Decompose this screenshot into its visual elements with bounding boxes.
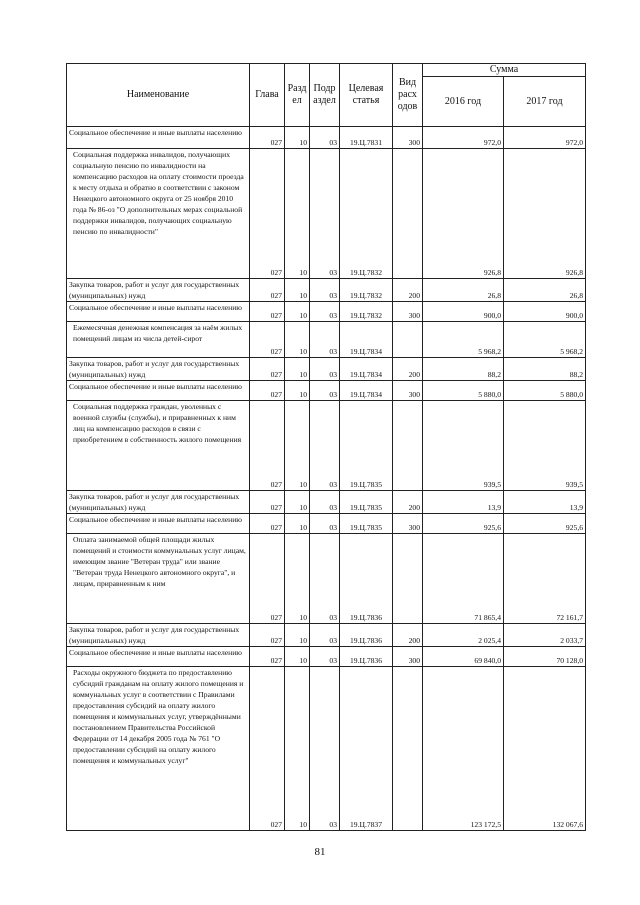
name-cell <box>67 624 250 647</box>
podrazdel-cell: 03 <box>310 358 340 381</box>
vid-cell <box>393 322 423 358</box>
table-row <box>67 279 586 302</box>
razdel-cell: 10 <box>285 302 310 322</box>
target-cell: 19.Ц.7836 <box>340 647 393 667</box>
vid-cell: 200 <box>393 624 423 647</box>
sum-2017-cell: 972,0 <box>504 127 586 149</box>
name-cell <box>67 491 250 514</box>
razdel-cell: 10 <box>285 401 310 491</box>
razdel-cell: 10 <box>285 667 310 831</box>
name-cell <box>67 149 250 279</box>
podrazdel-cell: 03 <box>310 381 340 401</box>
razdel-cell: 10 <box>285 149 310 279</box>
header-summa: Сумма <box>423 64 586 77</box>
table-row <box>67 149 586 279</box>
glava-cell: 027 <box>250 279 285 302</box>
sum-2016-cell: 900,0 <box>423 302 504 322</box>
podrazdel-cell: 03 <box>310 401 340 491</box>
vid-cell: 300 <box>393 302 423 322</box>
row-name-text: Социальное обеспечение и иные выплаты населению <box>69 303 242 312</box>
table-body <box>67 127 586 831</box>
razdel-cell: 10 <box>285 381 310 401</box>
glava-cell: 027 <box>250 381 285 401</box>
target-cell: 19.Ц.7832 <box>340 279 393 302</box>
table-row <box>67 514 586 534</box>
sum-2016-cell: 123 172,5 <box>423 667 504 831</box>
sum-2017-cell: 26,8 <box>504 279 586 302</box>
sum-2017-cell: 72 161,7 <box>504 534 586 624</box>
glava-cell: 027 <box>250 322 285 358</box>
vid-cell <box>393 401 423 491</box>
razdel-cell: 10 <box>285 127 310 149</box>
row-name-text: Закупка товаров, работ и услуг для государственных (муниципальных) нужд <box>69 492 240 512</box>
target-cell: 19.Ц.7832 <box>340 302 393 322</box>
podrazdel-cell: 03 <box>310 322 340 358</box>
vid-cell: 300 <box>393 127 423 149</box>
header-podrazdel: Подр аздел <box>310 64 340 127</box>
sum-2017-cell: 88,2 <box>504 358 586 381</box>
table-row <box>67 491 586 514</box>
sum-2016-cell: 5 968,2 <box>423 322 504 358</box>
table-row <box>67 401 586 491</box>
glava-cell: 027 <box>250 127 285 149</box>
sum-2016-cell: 926,8 <box>423 149 504 279</box>
vid-cell: 300 <box>393 381 423 401</box>
glava-cell: 027 <box>250 534 285 624</box>
vid-cell <box>393 667 423 831</box>
sum-2016-cell: 939,5 <box>423 401 504 491</box>
name-cell <box>67 279 250 302</box>
target-cell: 19.Ц.7836 <box>340 534 393 624</box>
sum-2016-cell: 972,0 <box>423 127 504 149</box>
glava-cell: 027 <box>250 667 285 831</box>
row-name-text: Социальное обеспечение и иные выплаты населению <box>69 382 242 391</box>
row-name-text: Расходы окружного бюджета по предоставлению субсидий гражданам на оплату жилого помещения и коммунальных услуг в соответствии с Правилами предоставления субсидий на оплату жилого помещения и коммунальных услуг, утверждёнными постановлением Правительства Российской Федерации от 14 декабря 2005 года № 761 "О предоставлении субсидий на оплату жилого помещения и коммунальных услуг" <box>73 668 244 765</box>
glava-cell: 027 <box>250 514 285 534</box>
sum-2017-cell: 900,0 <box>504 302 586 322</box>
target-cell: 19.Ц.7832 <box>340 149 393 279</box>
table-row <box>67 534 586 624</box>
name-cell <box>67 534 250 624</box>
sum-2016-cell: 26,8 <box>423 279 504 302</box>
header-razdel: Разд ел <box>285 64 310 127</box>
glava-cell: 027 <box>250 302 285 322</box>
razdel-cell: 10 <box>285 624 310 647</box>
razdel-cell: 10 <box>285 647 310 667</box>
name-cell <box>67 401 250 491</box>
table-row <box>67 624 586 647</box>
podrazdel-cell: 03 <box>310 491 340 514</box>
target-cell: 19.Ц.7837 <box>340 667 393 831</box>
target-cell: 19.Ц.7835 <box>340 401 393 491</box>
row-name-text: Закупка товаров, работ и услуг для государственных (муниципальных) нужд <box>69 280 240 300</box>
razdel-cell: 10 <box>285 358 310 381</box>
razdel-cell: 10 <box>285 491 310 514</box>
row-name-text: Социальное обеспечение и иные выплаты населению <box>69 648 242 657</box>
vid-cell <box>393 534 423 624</box>
podrazdel-cell: 03 <box>310 534 340 624</box>
sum-2016-cell: 13,9 <box>423 491 504 514</box>
razdel-cell: 10 <box>285 279 310 302</box>
vid-cell: 300 <box>393 647 423 667</box>
page-number: 81 <box>314 846 326 858</box>
glava-cell: 027 <box>250 647 285 667</box>
podrazdel-cell: 03 <box>310 149 340 279</box>
row-name-text: Социальная поддержка граждан, уволенных с военной службы (службы), и приравненных к ним лиц на компенсацию расходов в связи с приобретением в собственность жилого помещения <box>73 402 242 444</box>
podrazdel-cell: 03 <box>310 127 340 149</box>
podrazdel-cell: 03 <box>310 647 340 667</box>
target-cell: 19.Ц.7836 <box>340 624 393 647</box>
row-name-text: Социальное обеспечение и иные выплаты населению <box>69 515 242 524</box>
target-cell: 19.Ц.7834 <box>340 322 393 358</box>
budget-table <box>66 63 586 831</box>
header-glava: Глава <box>250 64 285 127</box>
header-2017: 2017 год <box>504 77 586 127</box>
sum-2017-cell: 939,5 <box>504 401 586 491</box>
name-cell <box>67 302 250 322</box>
sum-2017-cell: 132 067,6 <box>504 667 586 831</box>
table-row <box>67 667 586 831</box>
row-name-text: Оплата занимаемой общей площади жилых помещений и стоимости коммунальных услуг лицам, имеющим звание "Ветеран труда" или звание "Ветеран труда Ненецкого автономного округа", и лицам, приравненным к ним <box>73 535 246 588</box>
podrazdel-cell: 03 <box>310 302 340 322</box>
razdel-cell: 10 <box>285 514 310 534</box>
sum-2017-cell: 2 033,7 <box>504 624 586 647</box>
row-name-text: Ежемесячная денежная компенсация за наём жилых помещений лицам из числа детей-сирот <box>73 323 243 343</box>
sum-2017-cell: 925,6 <box>504 514 586 534</box>
table-header <box>67 64 586 127</box>
razdel-cell: 10 <box>285 534 310 624</box>
podrazdel-cell: 03 <box>310 514 340 534</box>
row-name-text: Социальное обеспечение и иные выплаты населению <box>69 128 242 137</box>
vid-cell: 200 <box>393 491 423 514</box>
header-2016: 2016 год <box>423 77 504 127</box>
sum-2016-cell: 88,2 <box>423 358 504 381</box>
sum-2016-cell: 925,6 <box>423 514 504 534</box>
name-cell <box>67 381 250 401</box>
table-row <box>67 127 586 149</box>
sum-2016-cell: 2 025,4 <box>423 624 504 647</box>
target-cell: 19.Ц.7834 <box>340 381 393 401</box>
table-row <box>67 381 586 401</box>
vid-cell: 200 <box>393 358 423 381</box>
sum-2016-cell: 69 840,0 <box>423 647 504 667</box>
glava-cell: 027 <box>250 149 285 279</box>
glava-cell: 027 <box>250 491 285 514</box>
sum-2017-cell: 5 880,0 <box>504 381 586 401</box>
podrazdel-cell: 03 <box>310 624 340 647</box>
row-name-text: Закупка товаров, работ и услуг для государственных (муниципальных) нужд <box>69 359 240 379</box>
name-cell <box>67 647 250 667</box>
sum-2017-cell: 926,8 <box>504 149 586 279</box>
sum-2016-cell: 5 880,0 <box>423 381 504 401</box>
name-cell <box>67 127 250 149</box>
sum-2017-cell: 5 968,2 <box>504 322 586 358</box>
row-name-text: Социальная поддержка инвалидов, получающих социальную пенсию по инвалидности на компенсацию расходов на оплату стоимости проезда к месту отдыха и обратно в соответствии с законом Ненецкого автономного округа от 25 ноября 2010 года № 86-оз "О дополнительных мерах социальной поддержки инвалидов, получающих социальную пенсию по инвалидности" <box>73 150 244 236</box>
table-row <box>67 358 586 381</box>
vid-cell: 300 <box>393 514 423 534</box>
razdel-cell: 10 <box>285 322 310 358</box>
table-row <box>67 322 586 358</box>
row-name-text: Закупка товаров, работ и услуг для государственных (муниципальных) нужд <box>69 625 240 645</box>
header-target: Целевая статья <box>340 64 393 127</box>
target-cell: 19.Ц.7831 <box>340 127 393 149</box>
glava-cell: 027 <box>250 624 285 647</box>
glava-cell: 027 <box>250 401 285 491</box>
name-cell <box>67 514 250 534</box>
header-name: Наименование <box>67 64 250 127</box>
sum-2016-cell: 71 865,4 <box>423 534 504 624</box>
vid-cell <box>393 149 423 279</box>
vid-cell: 200 <box>393 279 423 302</box>
name-cell <box>67 322 250 358</box>
name-cell <box>67 667 250 831</box>
podrazdel-cell: 03 <box>310 667 340 831</box>
table-row <box>67 647 586 667</box>
target-cell: 19.Ц.7835 <box>340 514 393 534</box>
target-cell: 19.Ц.7835 <box>340 491 393 514</box>
podrazdel-cell: 03 <box>310 279 340 302</box>
target-cell: 19.Ц.7834 <box>340 358 393 381</box>
table-row <box>67 302 586 322</box>
sum-2017-cell: 13,9 <box>504 491 586 514</box>
header-vid: Вид расх одов <box>393 64 423 127</box>
glava-cell: 027 <box>250 358 285 381</box>
name-cell <box>67 358 250 381</box>
sum-2017-cell: 70 128,0 <box>504 647 586 667</box>
